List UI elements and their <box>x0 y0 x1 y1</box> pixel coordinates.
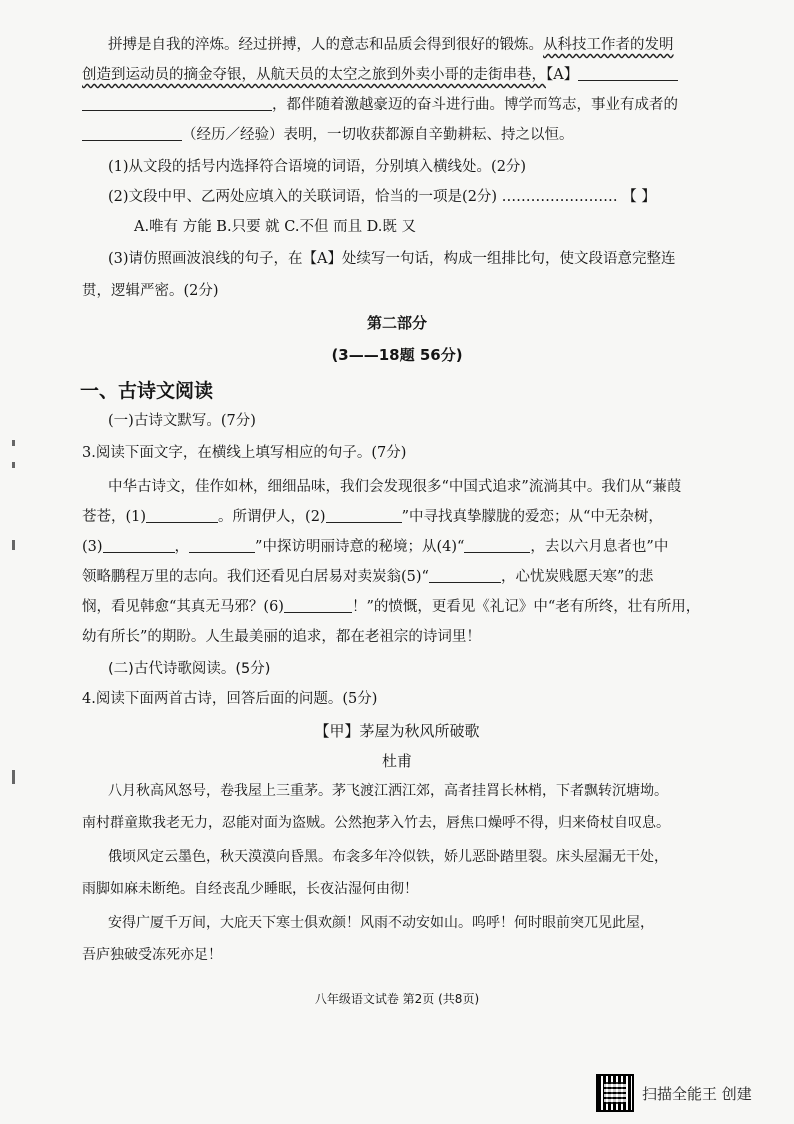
text3-line1: 中华古诗文，佳作如林，细细品味，我们会发现很多“中国式追求”流淌其中。我们从“蒹葭 <box>108 479 682 495</box>
text: （经历／经验）表明，一切收获都源自辛勤耕耘、持之以恒。 <box>182 127 574 143</box>
page-footer: 八年级语文试卷 第2页 (共8页) <box>314 992 480 1006</box>
answer-blank[interactable] <box>578 64 678 81</box>
text: 悯，看见韩愈“其真无马邪？(6) <box>82 599 284 615</box>
answer-blank[interactable] <box>82 94 272 111</box>
part2-subtitle: (3——18题 56分) <box>331 346 463 364</box>
poem-line2: 南村群童欺我老无力，忍能对面为盗贼。公然抱茅入竹去，唇焦口燥呼不得，归来倚杖自叹息。 <box>82 815 670 831</box>
poem-author: 杜甫 <box>381 752 412 770</box>
text3-line6: 幼有所长”的期盼。人生最美丽的追求，都在老祖宗的诗词里！ <box>82 629 481 645</box>
text: ，都伴随着激越豪迈的奋斗进行曲。博学而笃志，事业有成者的 <box>272 97 678 113</box>
watermark-text: 扫描全能王 创建 <box>642 1084 752 1103</box>
text: 苍苍，(1) <box>82 509 147 525</box>
text3-line3 <box>82 536 702 558</box>
para1-line2 <box>82 64 702 86</box>
answer-blank-3a[interactable] <box>103 536 175 553</box>
question-3-line2: 贯，逻辑严密。(2分) <box>82 283 219 299</box>
answer-blank-6[interactable] <box>284 596 352 613</box>
para1-line4 <box>82 124 702 146</box>
binding-mark <box>12 462 15 468</box>
answer-blank-4[interactable] <box>464 536 530 553</box>
text: 拼搏是自我的淬炼。经过拼搏，人的意志和品质会得到很好的锻炼。 <box>108 37 543 53</box>
part2-title: 第二部分 <box>366 314 427 332</box>
scanner-watermark <box>596 1073 786 1113</box>
poem-line1: 八月秋高风怒号，卷我屋上三重茅。茅飞渡江洒江郊，高者挂罥长林梢，下者飘转沉塘坳。 <box>108 783 668 799</box>
subsection-1-heading: (一)古诗文默写。(7分) <box>108 413 256 429</box>
binding-mark <box>12 440 15 446</box>
poem-title: 【甲】茅屋为秋风所破歌 <box>314 722 480 740</box>
binding-mark <box>12 540 15 550</box>
poem-line5: 安得广厦千万间，大庇天下寒士俱欢颜！风雨不动安如山。呜呼！何时眼前突兀见此屋， <box>108 915 654 931</box>
question-3-title: 3.阅读下面文字，在横线上填写相应的句子。(7分) <box>82 445 407 461</box>
text: ！”的愤慨，更看见《礼记》中“老有所终，壮有所用， <box>351 599 701 615</box>
poem-line4: 雨脚如麻未断绝。自经丧乱少睡眠，长夜沾湿何由彻！ <box>82 881 418 897</box>
text: ， <box>174 539 190 555</box>
text3-line5 <box>82 596 702 618</box>
wavy-text: 创造到运动员的摘金夺银，从航天员的太空之旅到外卖小哥的走街串巷， <box>82 67 546 83</box>
text: ，心忧炭贱愿天寒”的悲 <box>500 569 654 585</box>
text: ”中探访明丽诗意的秘境；从(4)“ <box>255 539 465 555</box>
qr-code-icon <box>596 1074 634 1112</box>
answer-blank-5[interactable] <box>429 566 501 583</box>
text: 。所谓伊人，(2) <box>218 509 326 525</box>
text3-line2 <box>82 506 702 528</box>
text: 领略鹏程万里的志向。我们还看见白居易对卖炭翁(5)“ <box>82 569 429 585</box>
text: ”中寻找真挚朦胧的爱恋；从“中无杂树， <box>401 509 663 525</box>
subsection-2-heading: (二)古代诗歌阅读。(5分) <box>108 661 271 677</box>
text3-line4 <box>82 566 702 588</box>
answer-blank-3b[interactable] <box>189 536 255 553</box>
para1-line1 <box>108 34 728 56</box>
text: 【A】 <box>546 67 579 83</box>
question-4-title: 4.阅读下面两首古诗，回答后面的问题。(5分) <box>82 691 378 707</box>
text: (3) <box>82 539 103 555</box>
question-3-line1: (3)请仿照画波浪线的句子，在【A】处续写一句话，构成一组排比句，使文段语意完整连 <box>108 251 676 267</box>
poem-line6: 吾庐独破受冻死亦足！ <box>82 947 222 963</box>
answer-blank-1[interactable] <box>146 506 218 523</box>
answer-blank[interactable] <box>82 124 182 141</box>
question-1: (1)从文段的括号内选择符合语境的词语，分别填入横线处。(2分) <box>108 159 527 175</box>
answer-blank-2[interactable] <box>326 506 402 523</box>
section-1-heading: 一、古诗文阅读 <box>80 380 214 402</box>
poem-line3: 俄顷风定云墨色，秋天漠漠向昏黑。布衾多年冷似铁，娇儿恶卧踏里裂。床头屋漏无干处， <box>108 849 668 865</box>
question-2: (2)文段中甲、乙两处应填入的关联词语，恰当的一项是(2分) …………………… 【 】 <box>108 189 656 205</box>
para1-line3 <box>82 94 702 116</box>
text: ，去以六月息者也”中 <box>530 539 669 555</box>
binding-mark <box>12 770 15 784</box>
wavy-text: 从科技工作者的发明 <box>543 37 674 53</box>
question-2-options: A.唯有 方能 B.只要 就 C.不但 而且 D.既 又 <box>134 219 417 235</box>
